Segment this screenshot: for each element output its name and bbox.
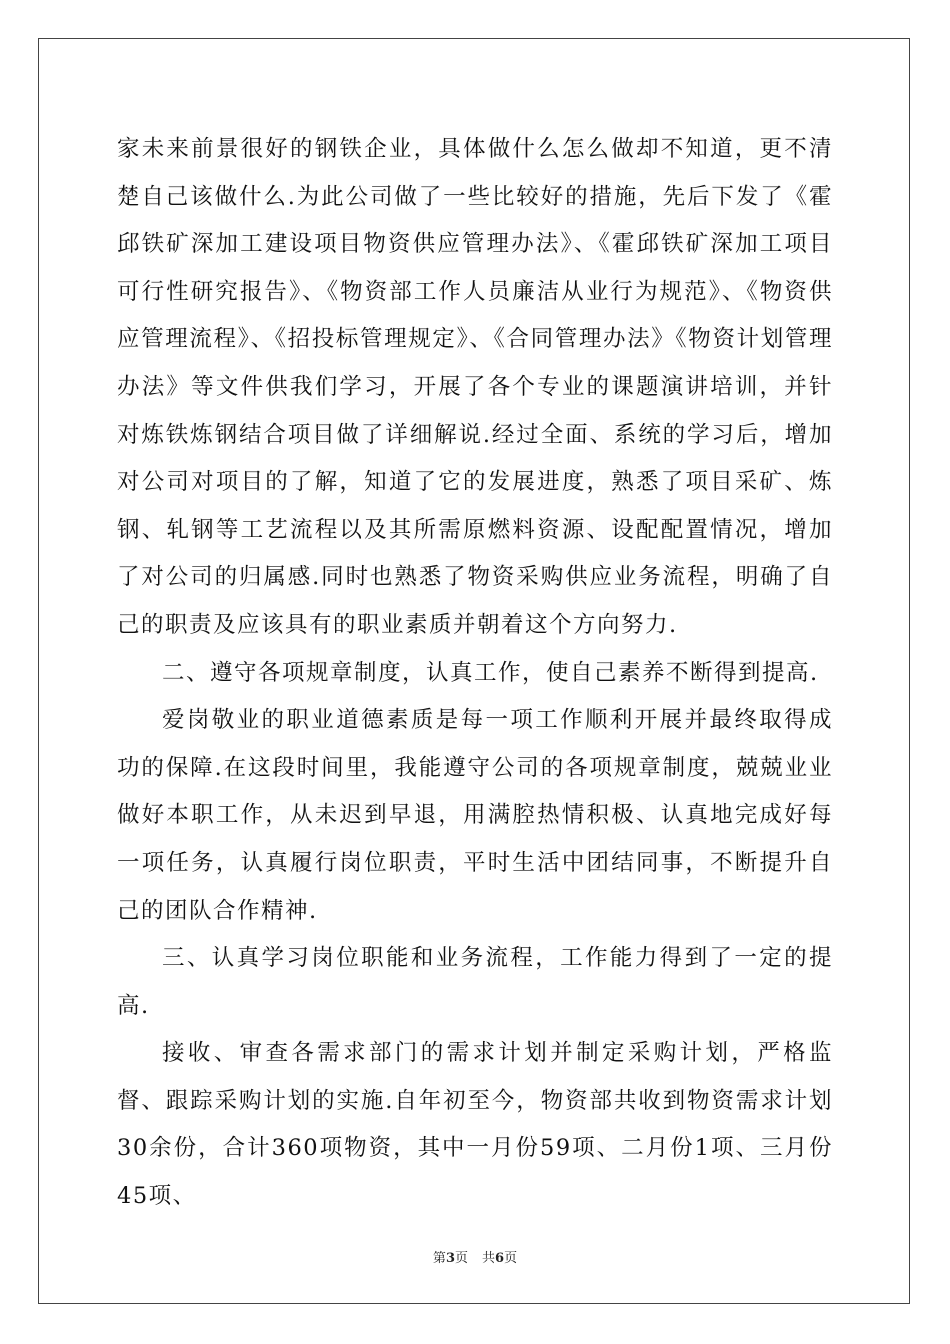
paragraph-1: 家未来前景很好的钢铁企业，具体做什么怎么做却不知道，更不清楚自己该做什么.为此公司做了一些比较好的措施，先后下发了《霍邱铁矿深加工建设项目物资供应管理办法》、《霍邱铁矿深加工项目可行性研究报告》、《物资部工作人员廉洁从业行为规范》、《物资供应管理流程》、《招投标管理规定》、《合同管理办法》《物资计划管理办法》等文件供我们学习，开展了各个专业的课题演讲培训，并针对炼铁炼钢结合项目做了详细解说.经过全面、系统的学习后，增加对公司对项目的了解，知道了它的发展进度，熟悉了项目采矿、炼钢、轧钢等工艺流程以及其所需原燃料资源、设配配置情况，增加了对公司的归属感.同时也熟悉了物资采购供应业务流程，明确了自己的职责及应该具有的职业素质并朝着这个方向努力. bbox=[117, 136, 833, 638]
total-suffix: 页 bbox=[504, 1251, 518, 1266]
total-prefix: 共 bbox=[482, 1251, 496, 1266]
paragraph-3: 爱岗敬业的职业道德素质是每一项工作顺利开展并最终取得成功的保障.在这段时间里，我能遵守公司的各项规章制度，兢兢业业做好本职工作，从未迟到早退，用满腔热情积极、认真地完成好每一项任务，认真履行岗位职责，平时生活中团结同事，不断提升自己的团队合作精神. bbox=[117, 707, 833, 924]
document-body bbox=[117, 126, 833, 1221]
section-heading-2: 二、遵守各项规章制度，认真工作，使自己素养不断得到提高. bbox=[162, 659, 819, 686]
page-suffix: 页 bbox=[454, 1251, 468, 1266]
page-footer bbox=[0, 1247, 950, 1266]
paragraph-5: 接收、审查各需求部门的需求计划并制定采购计划，严格监督、跟踪采购计划的实施.自年初至今，物资部共收到物资需求计划30余份，合计360项物资，其中一月份59项、二月份1项、三月份45项、 bbox=[117, 1040, 833, 1210]
section-heading-3: 三、认真学习岗位职能和业务流程，工作能力得到了一定的提高. bbox=[117, 945, 833, 1019]
total-pages: 6 bbox=[495, 1251, 505, 1266]
page-number: 3 bbox=[445, 1251, 455, 1266]
page-prefix: 第 bbox=[432, 1251, 446, 1266]
